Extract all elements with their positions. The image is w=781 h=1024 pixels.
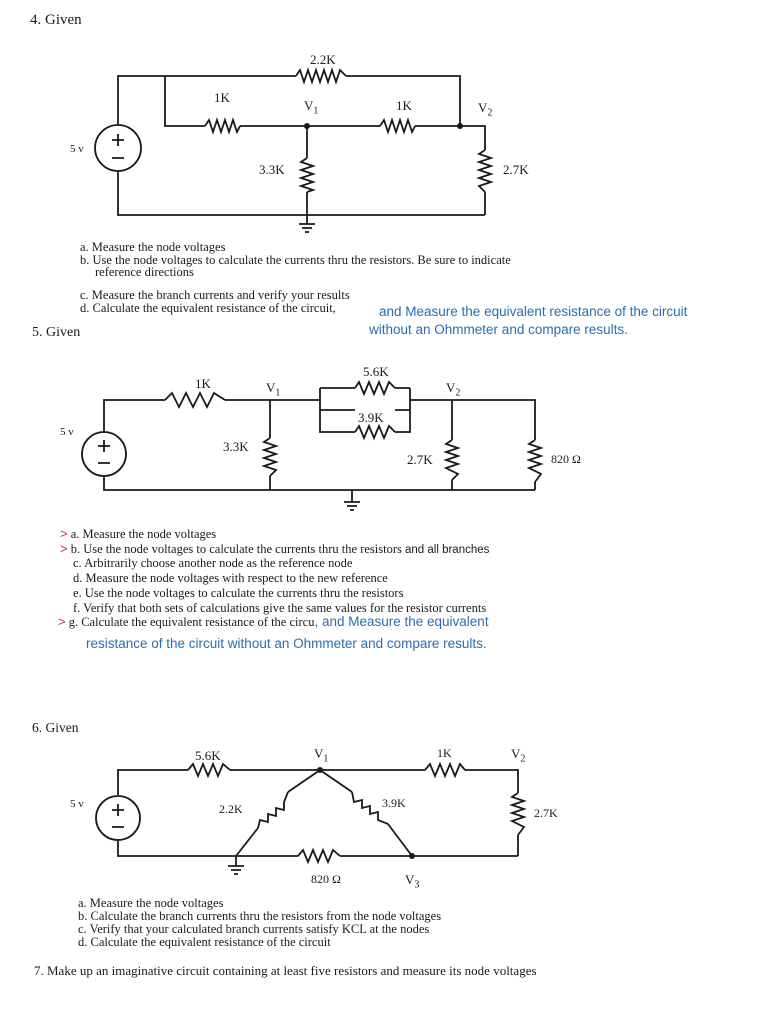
p4-note-line1: and Measure the equivalent resistance of the circuit <box>379 304 688 319</box>
circuit-5-wires <box>104 388 535 502</box>
label-r-3.3k: 3.3K <box>259 162 285 177</box>
resistor-3.3k-icon <box>264 438 276 476</box>
label-v3: $V_3$ <box>405 872 420 891</box>
circuit-6-ground <box>228 866 244 874</box>
circuit-4-resistors <box>205 70 491 192</box>
label-v2: $V_2$ <box>478 100 493 119</box>
resistor-1k-right-icon <box>380 120 415 132</box>
problem-7-text: 7. Make up an imaginative circuit containing at least five resistors and measure its node voltages <box>34 963 537 978</box>
p6-item-c: c. Verify that your calculated branch currents satisfy KCL at the nodes <box>78 922 430 936</box>
circuit-5-source <box>82 432 126 476</box>
label-source-5v: 5 v <box>60 426 74 438</box>
resistor-3.3k-icon <box>301 158 313 192</box>
resistor-3.9k-icon <box>355 426 395 438</box>
label-source-5v: 5 v <box>70 798 84 810</box>
problem-5-heading: 5. Given <box>32 325 81 340</box>
p5-item-g: > g. Calculate the equivalent resistance of the circu, and Measure the equivalent <box>58 614 489 629</box>
label-v1: $V_1$ <box>266 380 281 399</box>
problem-6-heading: 6. Given <box>32 720 79 735</box>
circuit-5-resistors <box>165 382 541 482</box>
label-r-2.2k: 2.2K <box>219 802 243 816</box>
label-r-3.9k: 3.9K <box>382 796 406 810</box>
ground-icon <box>228 866 244 874</box>
label-v2: $V_2$ <box>511 746 526 765</box>
resistor-2.7k-icon <box>446 440 458 480</box>
label-r-2.7k: 2.7K <box>503 162 529 177</box>
label-r-1k-right: 1K <box>396 98 412 113</box>
label-source-5v: 5 v <box>70 143 84 155</box>
label-r-2.2k: 2.2K <box>310 52 336 67</box>
p5-note-line2: resistance of the circuit without an Ohmmeter and compare results. <box>86 636 487 651</box>
p5-item-f: f. Verify that both sets of calculations give the same values for the resistor currents <box>73 601 487 615</box>
p6-item-a: a. Measure the node voltages <box>78 896 224 910</box>
ground-icon <box>344 502 360 510</box>
p4-item-d: d. Calculate the equivalent resistance of the circuit, <box>80 301 336 315</box>
p4-item-b-cont: reference directions <box>95 265 194 279</box>
circuit-4-wires <box>118 76 485 215</box>
voltage-source-icon <box>82 432 126 476</box>
label-r-1k-left: 1K <box>214 90 230 105</box>
resistor-1k-left-icon <box>205 120 240 132</box>
voltage-source-icon <box>96 796 140 840</box>
resistor-5.6k-icon <box>188 764 230 776</box>
resistor-5.6k-icon <box>355 382 395 394</box>
circuit-4-ground <box>299 215 315 232</box>
resistor-820-icon <box>529 440 541 482</box>
circuit-4-source <box>95 125 141 171</box>
p5-item-d: d. Measure the node voltages with respect to the new reference <box>73 571 388 585</box>
p5-item-c: c. Arbitrarily choose another node as the reference node <box>73 556 353 570</box>
label-r-820: 820 Ω <box>311 872 341 886</box>
label-r-1k: 1K <box>195 376 211 391</box>
label-r-820: 820 Ω <box>551 452 581 466</box>
p4-item-a: a. Measure the node voltages <box>80 240 226 254</box>
label-r-3.9k: 3.9K <box>358 410 384 425</box>
p4-item-c: c. Measure the branch currents and verify your results <box>80 288 350 302</box>
circuit-5-ground <box>344 502 360 510</box>
resistor-2.2k-icon <box>296 70 346 82</box>
p5-item-e: e. Use the node voltages to calculate the currents thru the resistors <box>73 586 404 600</box>
p4-note-line2: without an Ohmmeter and compare results. <box>369 322 628 337</box>
circuit-6-wires <box>118 770 518 866</box>
label-r-5.6k: 5.6K <box>363 364 389 379</box>
label-v1: $V_1$ <box>304 98 319 117</box>
p4-item-b: b. Use the node voltages to calculate the currents thru the resistors. Be sure to indicate <box>80 253 511 267</box>
problem-4-heading: 4. Given <box>30 12 82 28</box>
resistor-2.7k-icon <box>479 150 491 192</box>
resistor-1k-icon <box>165 393 225 407</box>
label-r-2.7k: 2.7K <box>407 452 433 467</box>
resistor-820-icon <box>298 850 340 862</box>
label-r-3.3k: 3.3K <box>223 439 249 454</box>
p6-item-d: d. Calculate the equivalent resistance of the circuit <box>78 935 331 949</box>
p5-item-b: > b. Use the node voltages to calculate the currents thru the resistors and all branches <box>60 541 490 556</box>
resistor-2.7k-icon <box>512 793 524 835</box>
circuit-6-source <box>96 796 140 840</box>
ground-icon <box>299 215 315 232</box>
label-v1: $V_1$ <box>314 746 329 765</box>
resistor-2.2k-icon <box>258 792 288 828</box>
p6-item-b: b. Calculate the branch currents thru the resistors from the node voltages <box>78 909 442 923</box>
label-r-5.6k: 5.6K <box>195 748 221 763</box>
label-v2: $V_2$ <box>446 380 461 399</box>
voltage-source-icon <box>95 125 141 171</box>
p5-item-a: > a. Measure the node voltages <box>60 526 217 541</box>
label-r-2.7k: 2.7K <box>534 806 558 820</box>
label-r-1k: 1K <box>437 746 452 760</box>
resistor-1k-icon <box>425 764 465 776</box>
